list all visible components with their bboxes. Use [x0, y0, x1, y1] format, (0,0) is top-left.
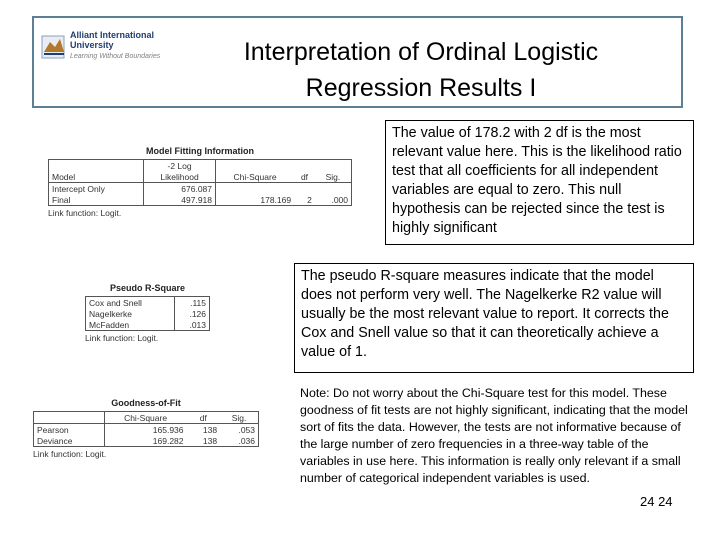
- gof-row-label: Deviance: [34, 435, 105, 447]
- table-row: [34, 424, 259, 436]
- mfi-footnote: Link function: Logit.: [48, 208, 122, 218]
- gof-header-df: df: [187, 412, 221, 424]
- gof-row-chi: 169.282: [152, 435, 184, 446]
- mfi-row-df: [294, 183, 315, 195]
- prs-row-value: .115: [190, 297, 206, 308]
- gof-row-chi: 165.936: [152, 424, 184, 435]
- gof-row-label: Pearson: [34, 424, 105, 436]
- prs-row-label: McFadden: [86, 319, 175, 331]
- table-row: [86, 297, 210, 309]
- prs-row-label: Cox and Snell: [86, 297, 175, 309]
- mfi-row-ll: 676.087: [144, 183, 216, 195]
- prs-row-value: .013: [189, 319, 206, 330]
- slide-title: [166, 34, 676, 106]
- gof-row-df: 138: [202, 435, 218, 446]
- logo-tagline: Learning Without Boundaries: [70, 53, 161, 60]
- mfi-row-sig: .000: [331, 194, 348, 205]
- prs-row-value: .126: [189, 308, 206, 319]
- goodness-of-fit-note: Note: Do not worry about the Chi-Square test for this model. These goodness of fit tests are not highly significant, indicating that the model sort of fits the data. However, the tests are not informative because of the large number of zero frequencies in a three-way table of the variables in use here. This information is really only relevant if a small number of categorical independent variables is used.: [300, 386, 688, 485]
- mfi-row-chi: 178.169: [260, 194, 292, 205]
- goodness-of-fit-title: Goodness-of-Fit: [111, 398, 181, 408]
- gof-header-chi: Chi-Square: [104, 412, 186, 424]
- page-number: 24 24: [640, 494, 673, 509]
- table-row: [86, 319, 210, 331]
- gof-row-df: 138: [202, 424, 218, 435]
- logo-emblem-icon: [40, 32, 68, 60]
- pseudo-r-square-title: Pseudo R-Square: [109, 283, 185, 293]
- mfi-header-model: Model: [49, 160, 144, 183]
- gof-footnote: Link function: Logit.: [33, 449, 107, 459]
- mfi-header-sig: Sig.: [315, 160, 352, 183]
- gof-row-sig: .036: [238, 435, 255, 446]
- title-box: [32, 16, 683, 108]
- gof-header-blank: [34, 412, 105, 424]
- mfi-row-sig: [315, 183, 352, 195]
- prs-footnote: Link function: Logit.: [85, 333, 159, 343]
- table-row: [86, 308, 210, 319]
- slide-title-line-1: Interpretation of Ordinal Logistic: [243, 38, 599, 66]
- table-row: [49, 194, 352, 206]
- prs-row-label: Nagelkerke: [86, 308, 175, 319]
- mfi-header-chi: Chi-Square: [216, 160, 295, 183]
- table-row: [49, 183, 352, 195]
- logo-line-1: Alliant International: [70, 30, 155, 40]
- goodness-of-fit-table: [33, 398, 259, 459]
- gof-row-sig: .053: [238, 424, 255, 435]
- mfi-row-df: 2: [307, 194, 312, 205]
- model-fitting-title: Model Fitting Information: [146, 146, 254, 156]
- likelihood-ratio-explanation: The value of 178.2 with 2 df is the most relevant value here. This is the likelihood ratio test that all coefficients for all independent variables are equal to zero. This null hypothesis can be rejected since the test is highly significant: [385, 120, 694, 245]
- mfi-row-ll: 497.918: [144, 194, 216, 206]
- slide-title-line-2: Regression Results I: [305, 74, 537, 102]
- university-logo: [40, 28, 164, 70]
- mfi-header-ll-2: Likelihood: [144, 171, 216, 183]
- pseudo-r-square-table: [85, 283, 210, 343]
- gof-header-sig: Sig.: [220, 412, 258, 424]
- model-fitting-table: [48, 146, 352, 218]
- pseudo-r-square-explanation: The pseudo R-square measures indicate that the model does not perform very well. The Nagelkerke R2 value will usually be the most relevant value to report. It corrects the Cox and Snell value so that it can theoretically achieve a value of 1.: [294, 263, 694, 373]
- table-row: [34, 435, 259, 447]
- logo-line-2: University: [70, 40, 114, 50]
- mfi-row-chi: [216, 183, 295, 195]
- mfi-header-ll-1: -2 Log: [144, 160, 216, 172]
- mfi-row-model: Intercept Only: [49, 183, 144, 195]
- mfi-header-df: df: [294, 160, 315, 183]
- mfi-row-model: Final: [49, 194, 144, 206]
